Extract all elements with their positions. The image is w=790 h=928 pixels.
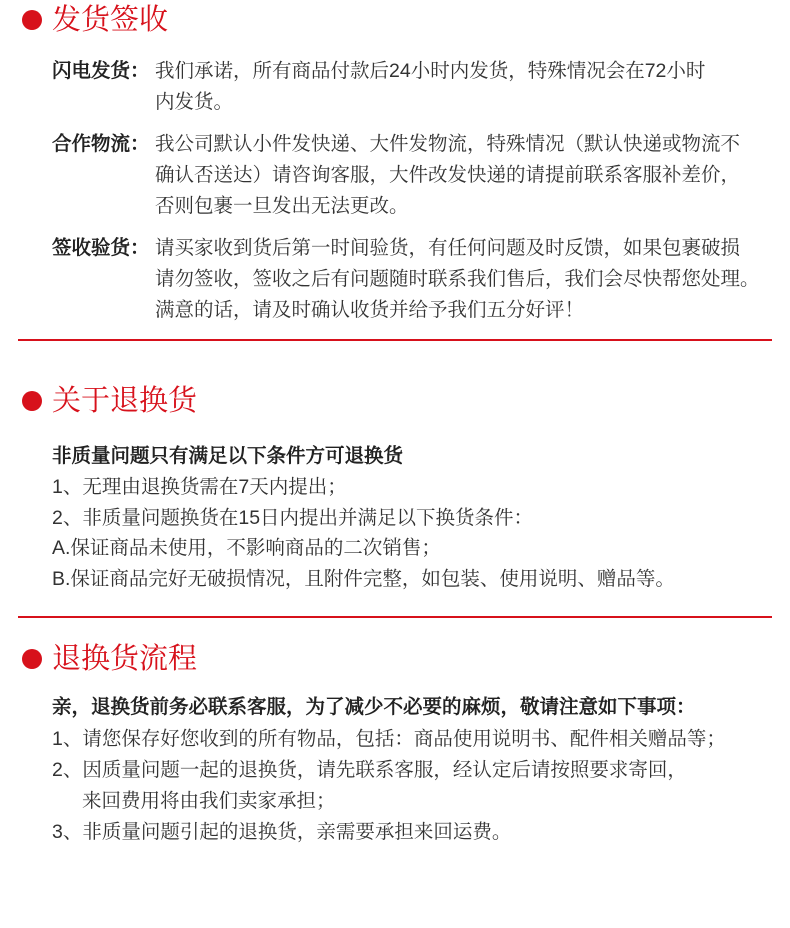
section-title: 退换货流程 (52, 643, 198, 675)
bullet-dot-icon (22, 391, 42, 411)
list-item (52, 129, 760, 222)
text-line: 2、因质量问题一起的退换货，请先联系客服，经认定后请按照要求寄回， (52, 759, 687, 781)
section-title: 发货签收 (52, 4, 169, 36)
bullet-dot-icon (22, 649, 42, 669)
text-line: 内发货。 (155, 91, 234, 113)
text-line: 我们承诺，所有商品付款后24小时内发货，特殊情况会在72小时 (155, 60, 706, 82)
text-line: B.保证商品完好无破损情况，且附件完整，如包装、使用说明、赠品等。 (52, 568, 675, 591)
text-line: 1、无理由退换货需在7天内提出； (52, 475, 347, 498)
text-line: 来回费用将由我们卖家承担； (82, 790, 336, 812)
section-divider (18, 339, 772, 341)
process-intro: 亲，退换货前务必联系客服，为了减少不必要的麻烦，敬请注意如下事项： (52, 696, 696, 718)
section-title: 关于退换货 (52, 385, 198, 417)
item-text (155, 233, 760, 326)
item-label: 合作物流： (52, 133, 150, 155)
list-item (52, 56, 760, 118)
list-item (52, 233, 760, 326)
text-line: 满意的话，请及时确认收货并给予我们五分好评！ (155, 299, 585, 321)
section-divider (18, 616, 772, 618)
text-line: 请勿签收，签收之后有问题随时联系我们售后，我们会尽快帮您处理。 (155, 268, 760, 290)
return-process-steps (52, 692, 726, 848)
bullet-dot-icon (22, 10, 42, 30)
item-text (155, 129, 740, 222)
conditions-intro: 非质量问题只有满足以下条件方可退换货 (52, 445, 404, 467)
item-label: 签收验货： (52, 237, 150, 259)
text-line: A.保证商品未使用，不影响商品的二次销售； (52, 537, 441, 560)
returns-conditions (52, 441, 675, 595)
text-line: 请买家收到货后第一时间验货，有任何问题及时反馈，如果包裹破损 (155, 237, 741, 259)
text-line: 我公司默认小件发快递、大件发物流，特殊情况（默认快递或物流不 (155, 133, 741, 155)
item-text (155, 56, 705, 118)
section-heading-shipping (22, 0, 168, 40)
text-line: 1、请您保存好您收到的所有物品，包括：商品使用说明书、配件相关赠品等； (52, 728, 726, 750)
shipping-items (52, 56, 760, 326)
text-line: 3、非质量问题引起的退换货，亲需要承担来回运费。 (52, 821, 512, 843)
section-heading-return-process (22, 639, 197, 679)
text-line: 2、非质量问题换货在15日内提出并满足以下换货条件： (52, 506, 534, 529)
text-line: 否则包裹一旦发出无法更改。 (155, 195, 409, 217)
section-heading-returns (22, 381, 197, 421)
text-line: 确认否送达）请咨询客服，大件改发快递的请提前联系客服补差价， (155, 164, 741, 186)
item-label: 闪电发货： (52, 60, 150, 82)
